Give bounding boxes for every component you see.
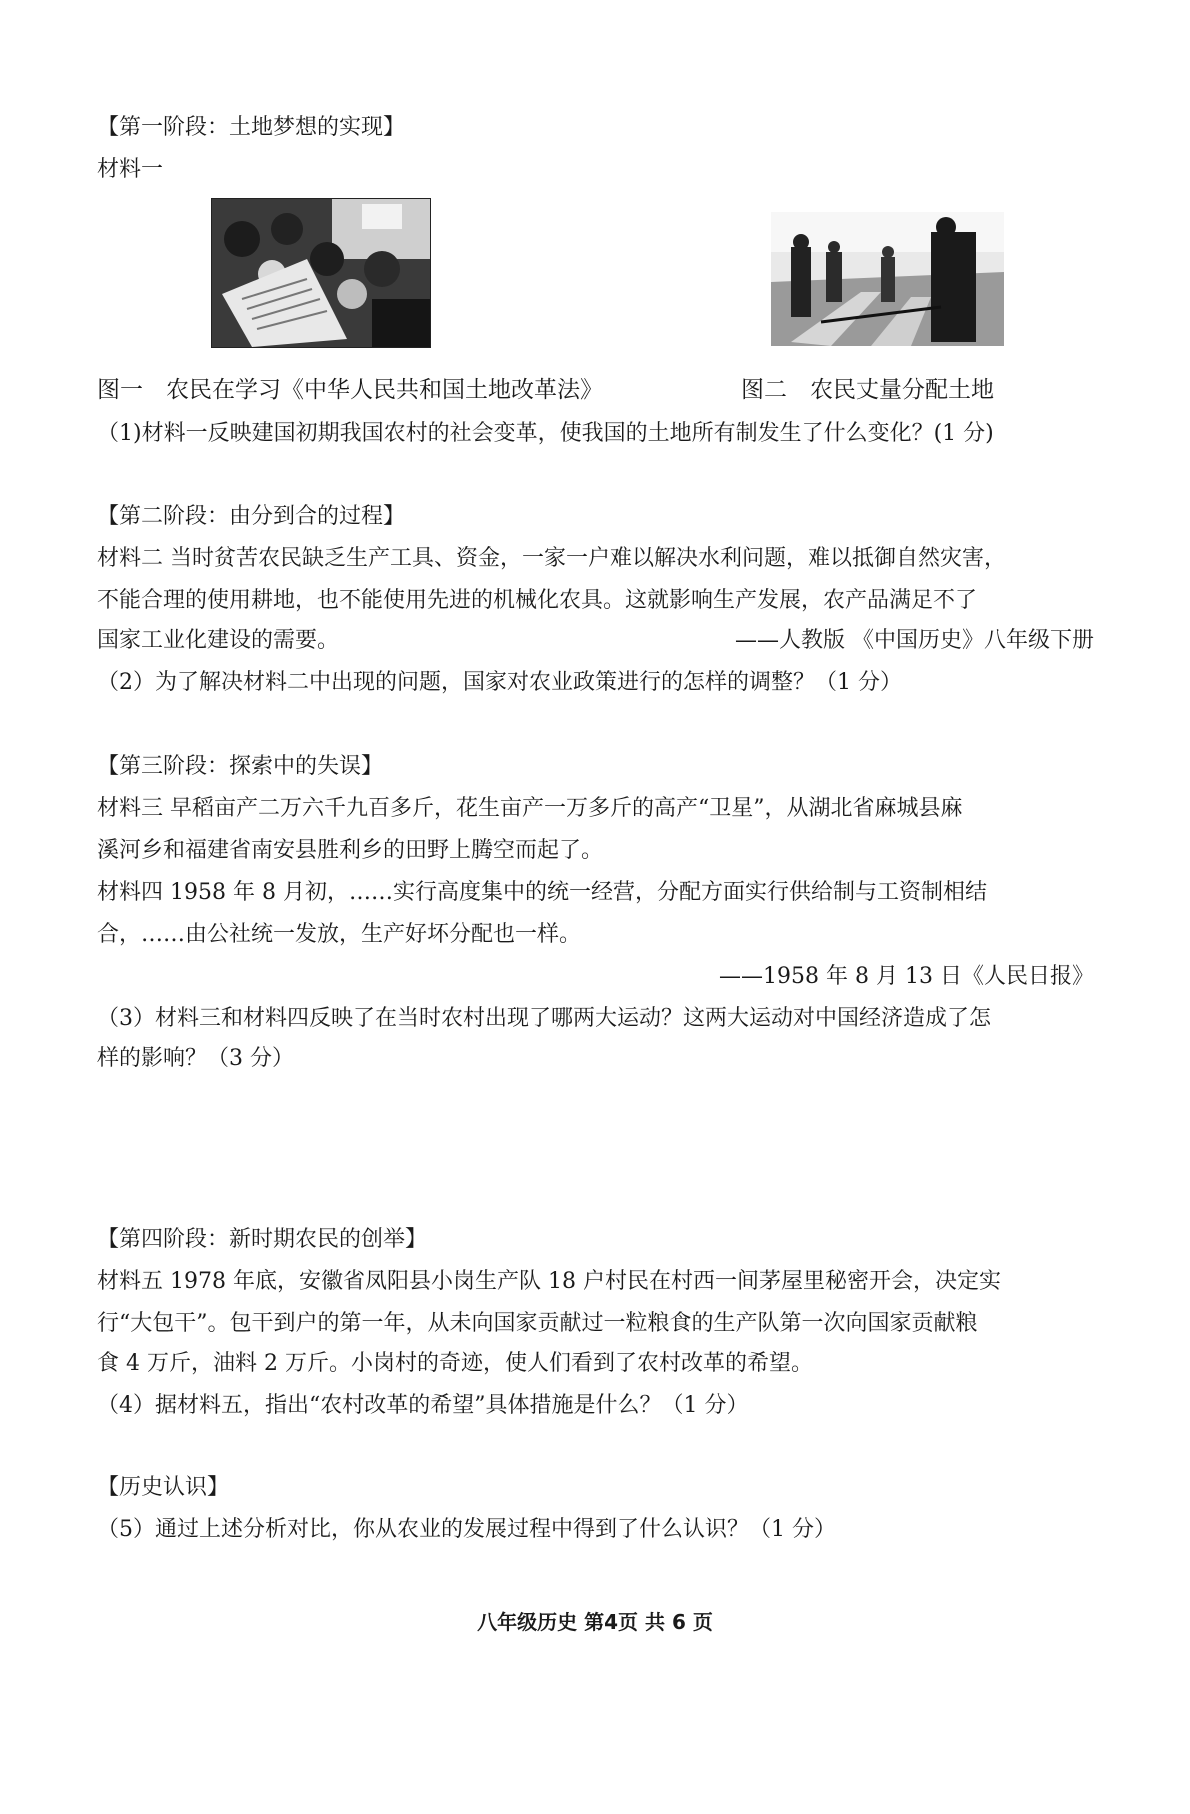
- material-2-line-1: 材料二 当时贫苦农民缺乏生产工具、资金，一家一户难以解决水利问题，难以抵御自然灾害，: [97, 546, 1006, 571]
- material-5-line-2: 行“大包干”。包干到户的第一年，从未向国家贡献过一粒粮食的生产队第一次向国家贡献粮: [97, 1311, 978, 1336]
- material-3-line-2: 溪河乡和福建省南安县胜利乡的田野上腾空而起了。: [97, 838, 604, 863]
- farmers-measuring-land-image: [771, 212, 1004, 346]
- question-3-line-2: 样的影响？（3 分）: [97, 1046, 294, 1071]
- page-footer: 八年级历史 第4页 共 6 页: [477, 1610, 713, 1634]
- farmers-studying-law-image: [212, 199, 430, 347]
- figure-2-photo: [771, 212, 1004, 346]
- material-3-line-1: 材料三 早稻亩产二万六千九百多斤，花生亩产一万多斤的高产“卫星”，从湖北省麻城县麻: [97, 796, 963, 821]
- figure-2-caption: 图二 农民丈量分配土地: [741, 377, 994, 403]
- figure-1-photo: [211, 198, 431, 348]
- question-3-line-1: （3）材料三和材料四反映了在当时农村出现了哪两大运动？这两大运动对中国经济造成了怎: [97, 1006, 992, 1031]
- question-5: （5）通过上述分析对比，你从农业的发展过程中得到了什么认识？（1 分）: [97, 1517, 836, 1542]
- material-4-line-1: 材料四 1958 年 8 月初，……实行高度集中的统一经营，分配方面实行供给制与工资制相结: [97, 880, 987, 905]
- question-1: （1)材料一反映建国初期我国农村的社会变革，使我国的土地所有制发生了什么变化？(1 分): [97, 421, 994, 446]
- history-heading: 【历史认识】: [97, 1475, 230, 1500]
- material-2-line-2: 不能合理的使用耕地，也不能使用先进的机械化农具。这就影响生产发展，农产品满足不了: [97, 588, 978, 613]
- material-2-source: ——人教版 《中国历史》八年级下册: [735, 628, 1094, 653]
- material-5-line-1: 材料五 1978 年底，安徽省凤阳县小岗生产队 18 户村民在村西一间茅屋里秘密开会，决定实: [97, 1269, 1001, 1294]
- material-4-line-2: 合，……由公社统一发放，生产好坏分配也一样。: [97, 922, 582, 947]
- question-2: （2）为了解决材料二中出现的问题，国家对农业政策进行的怎样的调整？（1 分）: [97, 670, 902, 695]
- figure-1-caption: 图一 农民在学习《中华人民共和国土地改革法》: [97, 377, 603, 403]
- stage3-heading: 【第三阶段：探索中的失误】: [97, 754, 384, 779]
- question-4: （4）据材料五，指出“农村改革的希望”具体措施是什么？（1 分）: [97, 1393, 749, 1418]
- stage2-heading: 【第二阶段：由分到合的过程】: [97, 504, 406, 529]
- stage1-heading: 【第一阶段：土地梦想的实现】: [97, 115, 406, 140]
- stage4-heading: 【第四阶段：新时期农民的创举】: [97, 1227, 428, 1252]
- material-5-line-3: 食 4 万斤，油料 2 万斤。小岗村的奇迹，使人们看到了农村改革的希望。: [97, 1351, 813, 1376]
- material-4-source: ——1958 年 8 月 13 日《人民日报》: [719, 964, 1094, 989]
- material-2-line-3: 国家工业化建设的需要。: [97, 628, 340, 653]
- material-1-label: 材料一: [97, 157, 164, 182]
